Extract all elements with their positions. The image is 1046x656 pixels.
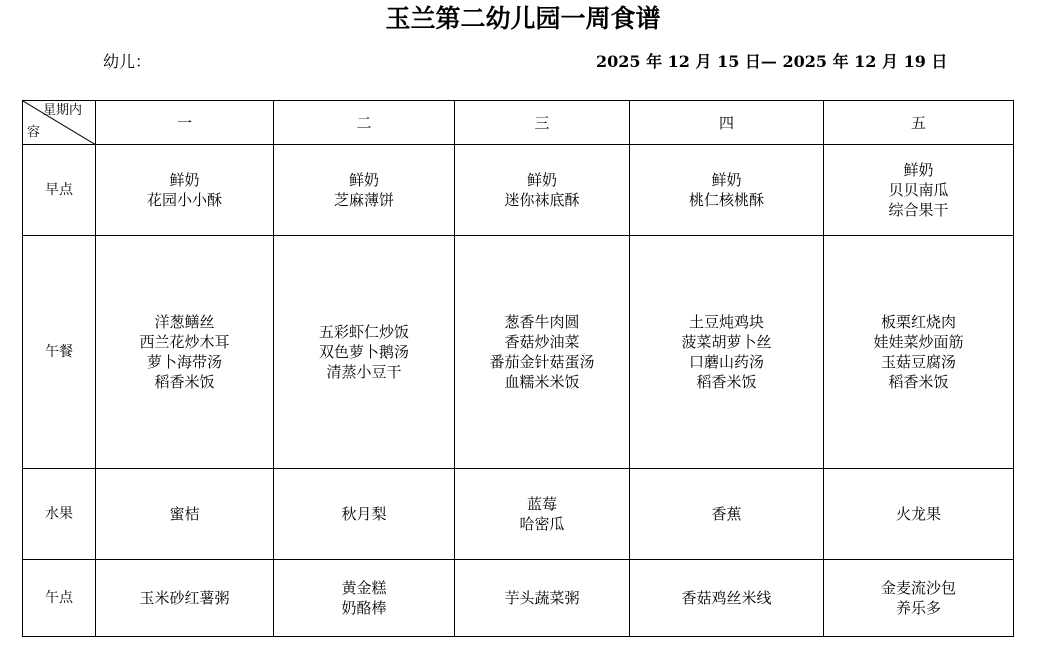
menu-item: 双色萝卜鹅汤 (318, 343, 409, 361)
menu-cell (455, 145, 630, 236)
menu-item: 鲜奶 (169, 171, 200, 189)
day-header-thu: 四 (630, 101, 824, 145)
menu-cell (96, 145, 274, 236)
menu-item: 玉菇豆腐汤 (880, 353, 956, 371)
menu-cell (274, 469, 455, 560)
menu-cell (630, 236, 824, 469)
menu-item: 香蕉 (711, 505, 742, 523)
lunch-row (23, 236, 1014, 469)
row-label-fruit: 水果 (23, 469, 96, 560)
day-header-mon: 一 (96, 101, 274, 145)
menu-item: 口蘑山药汤 (688, 353, 764, 371)
menu-item: 桃仁核桃酥 (688, 191, 764, 209)
menu-item: 葱香牛肉圆 (504, 313, 580, 331)
corner-cell (23, 101, 96, 145)
page-title: 玉兰第二幼儿园一周食谱 (385, 4, 661, 33)
menu-item: 鲜奶 (711, 171, 742, 189)
menu-item: 鲜奶 (348, 171, 379, 189)
menu-cell (274, 236, 455, 469)
day-header-fri: 五 (824, 101, 1014, 145)
menu-item: 黄金糕 (341, 579, 387, 597)
corner-label-bottom: 容 (27, 125, 41, 140)
menu-cell (824, 236, 1014, 469)
menu-item: 芋头蔬菜粥 (504, 589, 580, 607)
row-label-afternoon-snack: 午点 (23, 560, 96, 637)
row-label-lunch: 午餐 (23, 236, 96, 469)
menu-item: 贝贝南瓜 (888, 181, 949, 199)
corner-label-top: 星期内 (43, 103, 83, 118)
menu-cell (824, 560, 1014, 637)
header-row (23, 101, 1014, 145)
menu-item: 金麦流沙包 (880, 579, 956, 597)
menu-cell (455, 236, 630, 469)
menu-item: 综合果干 (888, 201, 949, 219)
menu-item: 蜜桔 (169, 505, 200, 523)
child-label: 幼儿： (103, 52, 152, 71)
menu-cell (96, 236, 274, 469)
menu-item: 番茄金针菇蛋汤 (489, 353, 595, 371)
menu-item: 迷你袜底酥 (504, 191, 580, 209)
row-label-breakfast: 早点 (23, 145, 96, 236)
menu-item: 板栗红烧肉 (880, 313, 956, 331)
menu-item: 清蒸小豆干 (326, 363, 402, 381)
menu-item: 花园小小酥 (146, 191, 222, 209)
menu-item: 奶酪棒 (341, 599, 387, 617)
menu-item: 鲜奶 (903, 161, 934, 179)
menu-item: 哈密瓜 (519, 515, 565, 533)
menu-cell (274, 145, 455, 236)
menu-item: 稻香米饭 (154, 373, 215, 391)
menu-item: 芝麻薄饼 (333, 191, 394, 209)
day-header-tue: 二 (274, 101, 455, 145)
menu-cell (455, 560, 630, 637)
menu-item: 五彩虾仁炒饭 (318, 323, 409, 341)
menu-item: 养乐多 (895, 599, 941, 617)
menu-item: 萝卜海带汤 (146, 353, 222, 371)
menu-item: 娃娃菜炒面筋 (873, 333, 964, 351)
menu-cell (455, 469, 630, 560)
menu-cell (274, 560, 455, 637)
menu-item: 稻香米饭 (696, 373, 757, 391)
menu-item: 香菇炒油菜 (504, 333, 580, 351)
menu-item: 秋月梨 (341, 505, 387, 523)
menu-item: 蓝莓 (526, 495, 557, 513)
menu-item: 玉米砂红薯粥 (139, 589, 230, 607)
day-header-wed: 三 (455, 101, 630, 145)
menu-item: 香菇鸡丝米线 (681, 589, 772, 607)
menu-item: 火龙果 (895, 505, 941, 523)
breakfast-row (23, 145, 1014, 236)
menu-item: 菠菜胡萝卜丝 (681, 333, 772, 351)
menu-item: 稻香米饭 (888, 373, 949, 391)
menu-item: 土豆炖鸡块 (688, 313, 764, 331)
weekly-menu-table (22, 100, 1014, 637)
menu-cell (96, 560, 274, 637)
date-range: 2025 年 12 月 15 日— 2025 年 12 月 19 日 (596, 52, 948, 71)
menu-item: 血糯米米饭 (504, 373, 580, 391)
menu-cell (824, 469, 1014, 560)
menu-cell (630, 469, 824, 560)
menu-cell (630, 560, 824, 637)
fruit-row (23, 469, 1014, 560)
menu-cell (630, 145, 824, 236)
menu-cell (96, 469, 274, 560)
menu-item: 洋葱鳝丝 (154, 313, 215, 331)
afternoon-snack-row (23, 560, 1014, 637)
menu-cell (824, 145, 1014, 236)
menu-item: 西兰花炒木耳 (139, 333, 230, 351)
menu-item: 鲜奶 (526, 171, 557, 189)
